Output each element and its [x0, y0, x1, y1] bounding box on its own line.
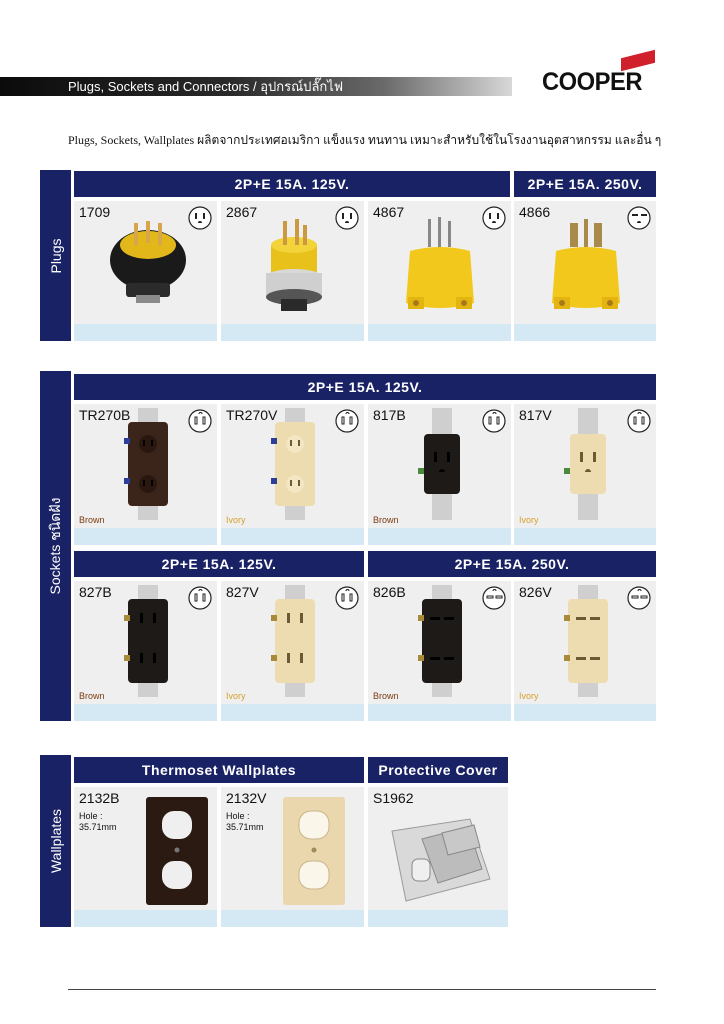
- plugs-band-250v: 2P+E 15A. 250V.: [514, 171, 656, 197]
- product-card-2132v[interactable]: [221, 787, 364, 927]
- card-strip: [221, 528, 364, 545]
- card-strip: [368, 910, 508, 927]
- product-card-tr270v[interactable]: [221, 404, 364, 545]
- plugs-section-label: Plugs: [47, 237, 64, 274]
- card-strip: [368, 528, 511, 545]
- color-label: Ivory: [226, 691, 246, 701]
- hole-size: 35.71mm: [226, 822, 264, 832]
- page-title: Plugs, Sockets and Connectors / อุปกรณ์ปลั๊กไฟ: [68, 79, 344, 94]
- hole-spec: [226, 811, 264, 833]
- color-label: Ivory: [519, 515, 539, 525]
- color-label: Brown: [79, 515, 105, 525]
- color-label: Brown: [373, 691, 399, 701]
- receptacle-ivory-single-image: [558, 408, 618, 520]
- card-strip: [368, 324, 511, 341]
- product-code: 2132B: [79, 790, 120, 806]
- plug-4867-image: [392, 217, 488, 319]
- color-label: Ivory: [226, 515, 246, 525]
- product-card-817v[interactable]: [514, 404, 656, 545]
- receptacle-250v-symbol-icon: [481, 585, 507, 611]
- hole-spec: [79, 811, 117, 833]
- product-code: 2132V: [226, 790, 267, 806]
- product-card-s1962[interactable]: [368, 787, 508, 927]
- plug-2867-image: [243, 215, 343, 319]
- receptacle-125v-symbol-icon: [187, 408, 213, 434]
- receptacle-250v-symbol-icon: [626, 585, 652, 611]
- product-card-1709[interactable]: [74, 201, 217, 341]
- card-strip: [368, 704, 511, 721]
- wallplate-ivory-image: [281, 795, 347, 907]
- product-code: 826V: [519, 584, 552, 600]
- wallplate-brown-image: [144, 795, 210, 907]
- product-card-4866[interactable]: [514, 201, 656, 341]
- card-strip: [74, 324, 217, 341]
- receptacle-brown-duplex-image: [118, 585, 178, 697]
- card-strip: [514, 528, 656, 545]
- logo-text: COOPER: [542, 68, 643, 96]
- product-card-827v[interactable]: [221, 581, 364, 721]
- product-code: 827B: [79, 584, 112, 600]
- receptacle-ivory-duplex-image: [265, 585, 325, 697]
- product-card-827b[interactable]: [74, 581, 217, 721]
- product-card-826v[interactable]: [514, 581, 656, 721]
- product-card-2867[interactable]: [221, 201, 364, 341]
- protective-cover-image: [382, 809, 498, 905]
- card-strip: [74, 910, 217, 927]
- intro-text: Plugs, Sockets, Wallplates ผลิตจากประเทศอเมริกา แข็งแรง ทนทาน เหมาะสำหรับใช้ในโรงงานอุตสาหกรรม และอื่น ๆ: [68, 133, 662, 147]
- color-label: Ivory: [519, 691, 539, 701]
- product-code: 1709: [79, 204, 111, 220]
- card-strip: [221, 324, 364, 341]
- receptacle-ivory-duplex-image: [265, 408, 325, 520]
- product-card-2132b[interactable]: [74, 787, 217, 927]
- sockets-side-bar: [40, 371, 71, 721]
- card-strip: [221, 704, 364, 721]
- product-code: 817V: [519, 407, 552, 423]
- receptacle-brown-duplex-image: [118, 408, 178, 520]
- plugs-band-125v: 2P+E 15A. 125V.: [74, 171, 510, 197]
- wallplates-band-protective-cover: Protective Cover: [368, 757, 508, 783]
- hole-size: 35.71mm: [79, 822, 117, 832]
- product-code: TR270B: [79, 407, 131, 423]
- product-code: S1962: [373, 790, 414, 806]
- receptacle-125v-symbol-icon: [334, 408, 360, 434]
- product-code: 827V: [226, 584, 259, 600]
- wallplates-band-thermoset: Thermoset Wallplates: [74, 757, 364, 783]
- receptacle-brown-250v-image: [412, 585, 472, 697]
- product-code: 817B: [373, 407, 406, 423]
- product-code: 826B: [373, 584, 406, 600]
- product-card-826b[interactable]: [368, 581, 511, 721]
- plug-4866-image: [538, 217, 634, 319]
- sockets-band-top: 2P+E 15A. 125V.: [74, 374, 656, 400]
- wallplates-side-bar: [40, 755, 71, 927]
- card-strip: [514, 324, 656, 341]
- product-code: 2867: [226, 204, 258, 220]
- card-strip: [74, 528, 217, 545]
- receptacle-125v-symbol-icon: [334, 585, 360, 611]
- footer-rule: [68, 989, 656, 990]
- receptacle-125v-symbol-icon: [187, 585, 213, 611]
- cooper-logo: [541, 45, 657, 97]
- product-card-4867[interactable]: [368, 201, 511, 341]
- plug-1709-image: [96, 215, 196, 315]
- sockets-band-bottom-left: 2P+E 15A. 125V.: [74, 551, 364, 577]
- product-code: 4866: [519, 204, 551, 220]
- plugs-side-bar: [40, 170, 71, 341]
- product-card-817b[interactable]: [368, 404, 511, 545]
- sockets-section-label: Sockets ชนิดฝัง: [46, 497, 63, 595]
- receptacle-brown-single-image: [412, 408, 472, 520]
- card-strip: [221, 910, 364, 927]
- hole-label: Hole :: [79, 811, 103, 821]
- card-strip: [514, 704, 656, 721]
- product-card-tr270b[interactable]: [74, 404, 217, 545]
- receptacle-125v-symbol-icon: [481, 408, 507, 434]
- receptacle-125v-symbol-icon: [626, 408, 652, 434]
- receptacle-ivory-250v-image: [558, 585, 618, 697]
- color-label: Brown: [373, 515, 399, 525]
- sockets-band-bottom-right: 2P+E 15A. 250V.: [368, 551, 656, 577]
- hole-label: Hole :: [226, 811, 250, 821]
- wallplates-section-label: Wallplates: [47, 808, 64, 874]
- color-label: Brown: [79, 691, 105, 701]
- product-code: TR270V: [226, 407, 278, 423]
- card-strip: [74, 704, 217, 721]
- product-code: 4867: [373, 204, 405, 220]
